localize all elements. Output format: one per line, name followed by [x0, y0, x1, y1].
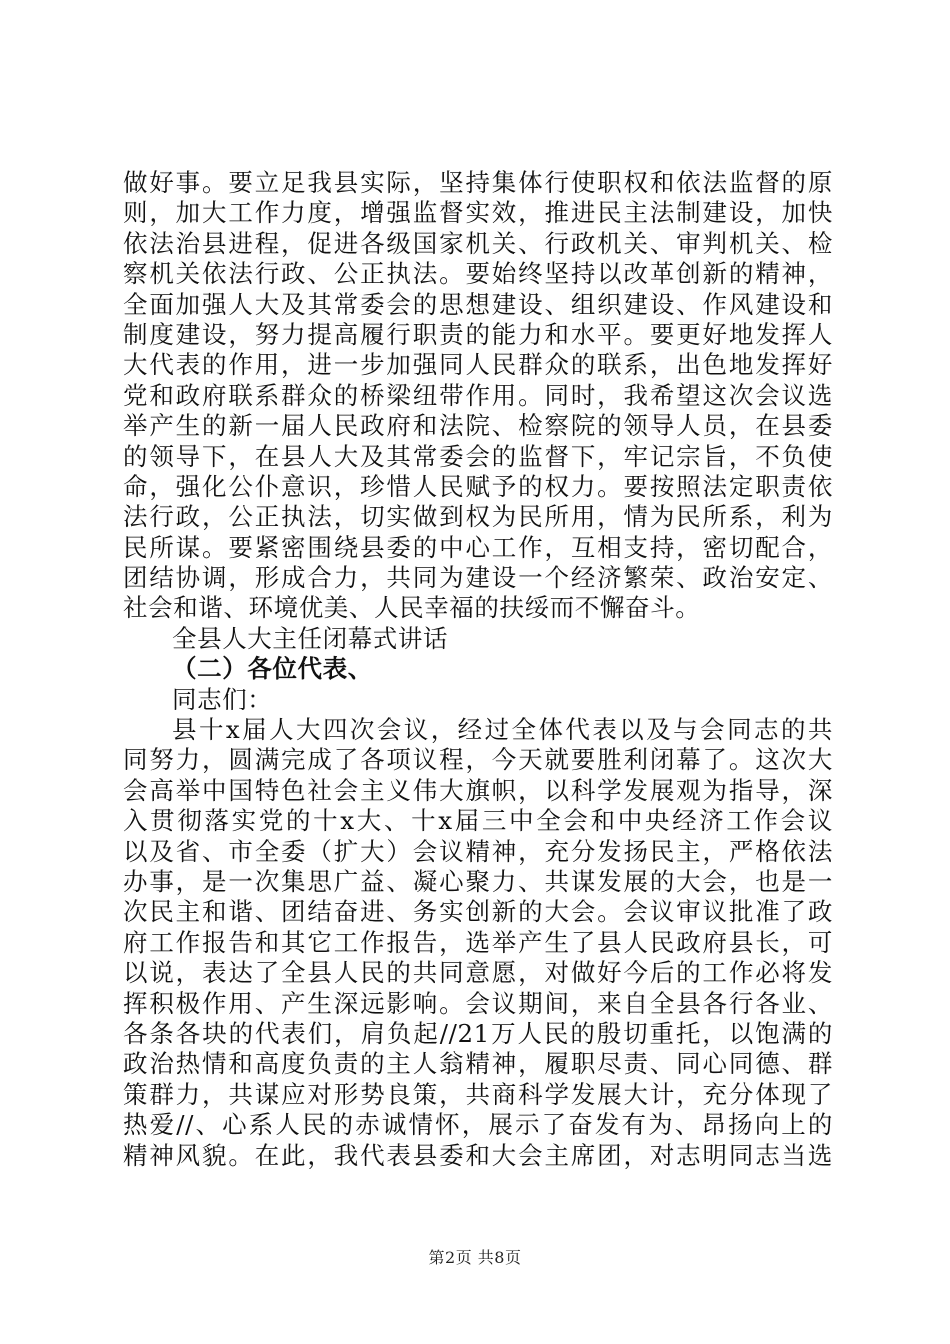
paragraph-continuation	[123, 168, 833, 624]
text-line: 制度建设，努力提高履行职责的能力和水平。要更好地发挥人	[123, 319, 833, 349]
text-line: 党和政府联系群众的桥梁纽带作用。同时，我希望这次会议选	[123, 380, 833, 410]
page-number-footer: 第2页 共8页	[428, 1248, 522, 1267]
text-line: 县十x届人大四次会议，经过全体代表以及与会同志的共	[172, 715, 833, 745]
text-line: 府工作报告和其它工作报告，选举产生了县人民政府县长，可	[123, 927, 833, 957]
text-line: 次民主和谐、团结奋进、务实创新的大会。会议审议批准了政	[123, 897, 833, 927]
text-line: 同努力，圆满完成了各项议程，今天就要胜利闭幕了。这次大	[123, 745, 833, 775]
text-line: 民所谋。要紧密围绕县委的中心工作，互相支持，密切配合，	[123, 532, 833, 562]
document-body	[123, 168, 833, 1171]
section-heading: （二）各位代表、	[172, 654, 373, 684]
text-line: 各条各块的代表们，肩负起//21万人民的殷切重托，以饱满的	[123, 1018, 833, 1048]
text-line: 会高举中国特色社会主义伟大旗帜，以科学发展观为指导，深	[123, 775, 833, 805]
text-line: 大代表的作用，进一步加强同人民群众的联系，出色地发挥好	[123, 350, 833, 380]
text-line: 做好事。要立足我县实际，坚持集体行使职权和依法监督的原	[123, 168, 833, 197]
text-line: 的领导下，在县人大及其常委会的监督下，牢记宗旨，不负使	[123, 441, 833, 471]
text-line: 察机关依法行政、公正执法。要始终坚持以改革创新的精神，	[123, 259, 833, 289]
text-line: 以及省、市全委（扩大）会议精神，充分发扬民主，严格依法	[123, 836, 833, 866]
text-line: 入贯彻落实党的十x大、十x届三中全会和中央经济工作会议	[123, 806, 833, 836]
text-line: 策群力，共谋应对形势良策，共商科学发展大计，充分体现了	[123, 1079, 833, 1109]
text-line: 办事，是一次集思广益、凝心聚力、共谋发展的大会，也是一	[123, 866, 833, 896]
document-title-line: 全县人大主任闭幕式讲话	[172, 623, 449, 653]
text-line: 政治热情和高度负责的主人翁精神，履职尽责、同心同德、群	[123, 1049, 833, 1079]
speech-paragraph	[123, 715, 833, 1171]
text-line: 以说，表达了全县人民的共同意愿，对做好今后的工作必将发	[123, 958, 833, 988]
text-line: 挥积极作用、产生深远影响。会议期间，来自全县各行各业、	[123, 988, 833, 1018]
text-line: 热爱//、心系人民的赤诚情怀，展示了奋发有为、昂扬向上的	[123, 1110, 833, 1140]
text-line: 团结协调，形成合力，共同为建设一个经济繁荣、政治安定、	[123, 563, 833, 593]
text-line: 则，加大工作力度，增强监督实效，推进民主法制建设，加快	[123, 198, 833, 228]
text-line: 精神风貌。在此，我代表县委和大会主席团，对志明同志当选	[123, 1140, 833, 1170]
text-line: 依法治县进程，促进各级国家机关、行政机关、审判机关、检	[123, 228, 833, 258]
text-line: 全面加强人大及其常委会的思想建设、组织建设、作风建设和	[123, 289, 833, 319]
text-line: 举产生的新一届人民政府和法院、检察院的领导人员，在县委	[123, 411, 833, 441]
text-line: 社会和谐、环境优美、人民幸福的扶绥而不懈奋斗。	[123, 593, 701, 623]
text-line: 命，强化公仆意识，珍惜人民赋予的权力。要按照法定职责依	[123, 471, 833, 501]
text-line: 法行政，公正执法，切实做到权为民所用，情为民所系，利为	[123, 502, 833, 532]
salutation: 同志们：	[172, 684, 273, 714]
